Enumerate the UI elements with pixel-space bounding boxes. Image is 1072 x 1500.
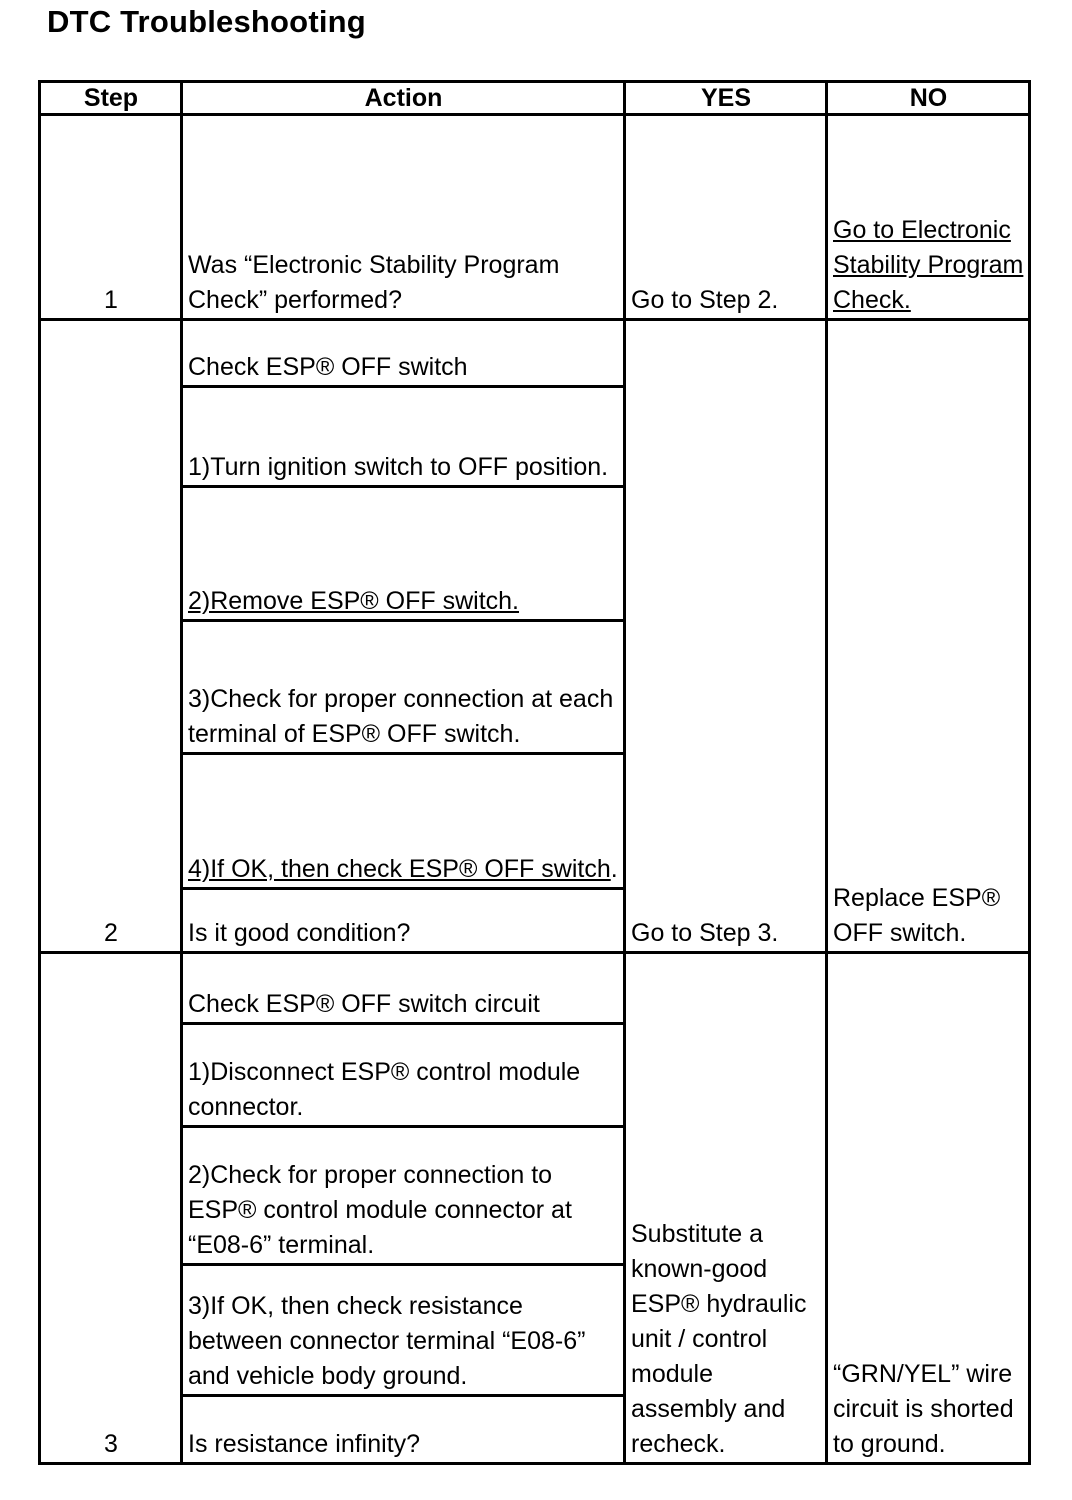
table-row xyxy=(40,115,1030,320)
no-cell: Replace ESP® OFF switch. xyxy=(827,320,1030,953)
action-cell: 1)Turn ignition switch to OFF position. xyxy=(182,387,625,487)
page-title: DTC Troubleshooting xyxy=(47,4,366,39)
action-cell: 2)Check for proper connection to ESP® control module connector at “E08-6” terminal. xyxy=(182,1127,625,1265)
action-cell: 3)Check for proper connection at each terminal of ESP® OFF switch. xyxy=(182,621,625,754)
header-action: Action xyxy=(182,82,625,115)
action-cell: 3)If OK, then check resistance between connector terminal “E08-6” and vehicle body ground. xyxy=(182,1265,625,1396)
table-row xyxy=(40,953,1030,1024)
header-row xyxy=(40,82,1030,115)
action-cell: 1)Disconnect ESP® control module connector. xyxy=(182,1024,625,1127)
yes-cell: Go to Step 3. xyxy=(625,320,827,953)
esp-check-link[interactable]: Go to Electronic Stability Program Check. xyxy=(833,216,1024,314)
action-cell: Check ESP® OFF switch circuit xyxy=(182,953,625,1024)
action-cell: Check ESP® OFF switch xyxy=(182,320,625,387)
action-cell: Is it good condition? xyxy=(182,889,625,953)
step-number: 3 xyxy=(40,953,182,1464)
period-text: . xyxy=(610,855,618,883)
action-cell xyxy=(182,487,625,621)
action-cell xyxy=(182,754,625,889)
no-cell: “GRN/YEL” wire circuit is shorted to ground. xyxy=(827,953,1030,1464)
yes-cell: Go to Step 2. xyxy=(625,115,827,320)
step-number: 2 xyxy=(40,320,182,953)
header-no: NO xyxy=(827,82,1030,115)
check-esp-switch-link[interactable]: 4)If OK, then check ESP® OFF switch xyxy=(188,855,611,883)
action-cell: Was “Electronic Stability Program Check” performed? xyxy=(182,115,625,320)
dtc-table xyxy=(38,80,1031,1465)
no-cell xyxy=(827,115,1030,320)
header-yes: YES xyxy=(625,82,827,115)
table-row xyxy=(40,320,1030,387)
yes-cell: Substitute a known-good ESP® hydraulic unit / control module assembly and recheck. xyxy=(625,953,827,1464)
remove-esp-switch-link[interactable]: 2)Remove ESP® OFF switch. xyxy=(188,587,519,615)
action-cell: Is resistance infinity? xyxy=(182,1396,625,1464)
step-number: 1 xyxy=(40,115,182,320)
header-step: Step xyxy=(40,82,182,115)
